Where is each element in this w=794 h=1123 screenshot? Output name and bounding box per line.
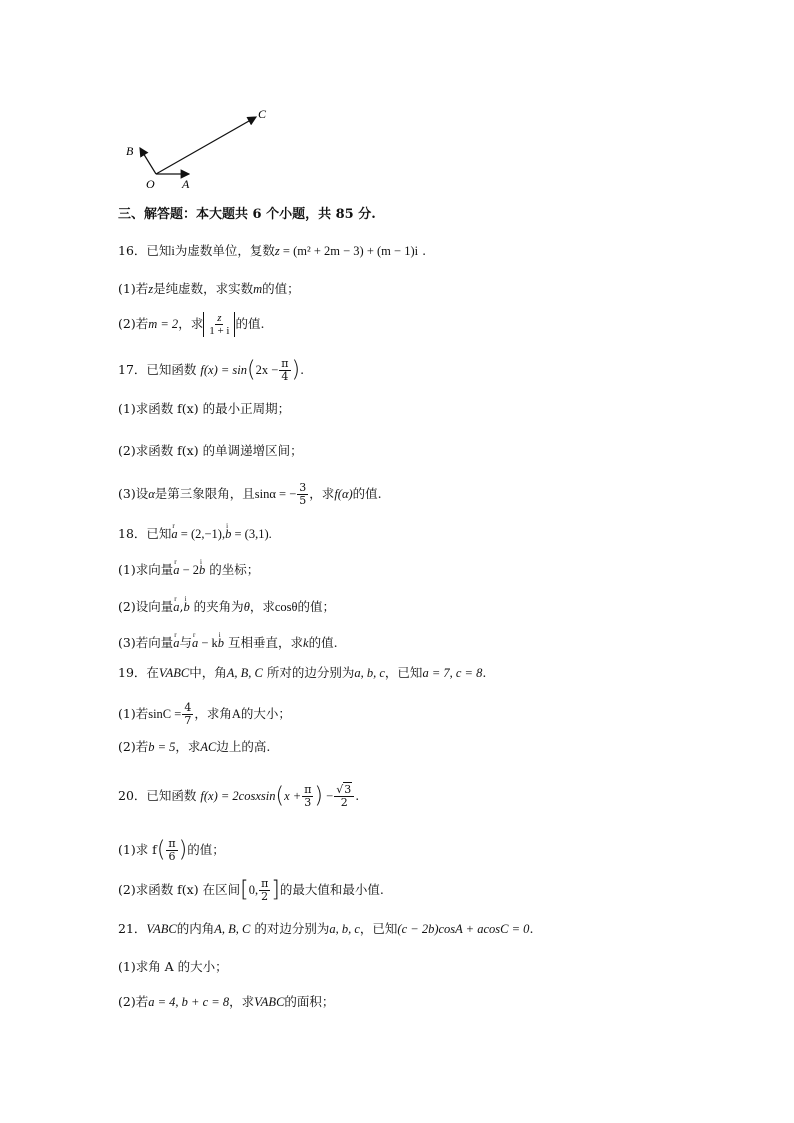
section-heading: 三、解答题：本大题共 6 个小题，共 85 分. xyxy=(118,207,376,222)
q18-part2: (2)设向量r a,i b 的夹角为θ，求cosθ的值； xyxy=(118,598,335,616)
q20-stem: 20．已知函数 f(x) = 2cosxsin(x + $\frac{\pi}{3}$ ) − $\frac{√3}{2}$ . xyxy=(118,783,360,809)
vector-oc xyxy=(156,117,256,174)
q18-part1: (1)求向量r a − 2i b 的坐标； xyxy=(118,561,259,579)
q16-part2: (2)若m = 2，求 $\frac{z}{1 + i}$ 的值. xyxy=(118,312,265,337)
q18-part3: (3)若向量r a与r a − ki b 互相垂直，求k的值. xyxy=(118,634,338,652)
label-c: C xyxy=(258,107,267,121)
label-b: B xyxy=(126,144,134,158)
q20-part1: (1)求 f( $\frac{\pi}{6}$ )的值； xyxy=(118,837,225,863)
q16-part1: (1)若z是纯虚数，求实数m的值； xyxy=(118,281,300,296)
q17-stem: 17．已知函数 f(x) = sin(2x − $\frac{\pi}{4}$ ). xyxy=(118,357,305,383)
q17-part1: (1)求函数 f(x) 的最小正周期； xyxy=(118,401,291,416)
q21-part1: (1)求角 A 的大小； xyxy=(118,959,228,974)
q19-part2: (2)若b = 5，求AC边上的高. xyxy=(118,739,271,754)
vector-figure xyxy=(118,100,288,195)
q19-stem: 19．在VABC中，角A, B, C 所对的边分别为a, b, c，已知a = 7, c = 8. xyxy=(118,665,487,680)
label-a: A xyxy=(182,177,190,191)
q17-part2: (2)求函数 f(x) 的单调递增区间； xyxy=(118,443,303,458)
q18-stem: 18．已知r a = (2,−1),i b = (3,1). xyxy=(118,525,272,543)
q17-part3: (3)设α是第三象限角，且sinα = − $\frac{3}{5}$ ，求f(α)的值. xyxy=(118,481,382,507)
q21-part2: (2)若a = 4, b + c = 8，求VABC的面积； xyxy=(118,994,335,1009)
q21-stem: 21．VABC的内角A, B, C 的对边分别为a, b, c，已知(c − 2b)cosA + acosC = 0. xyxy=(118,921,534,936)
label-o: O xyxy=(146,177,155,191)
q20-part2: (2)求函数 f(x) 在区间[0, $\frac{\pi}{2}$ ]的最大值和最小值. xyxy=(118,877,384,903)
vector-ob xyxy=(140,148,156,174)
q19-part1: (1)若sinC = $\frac{4}{7}$ ，求角A的大小； xyxy=(118,701,291,727)
q16-stem: 16．已知i为虚数单位，复数z = (m² + 2m − 3) + (m − 1)i . xyxy=(118,243,427,258)
